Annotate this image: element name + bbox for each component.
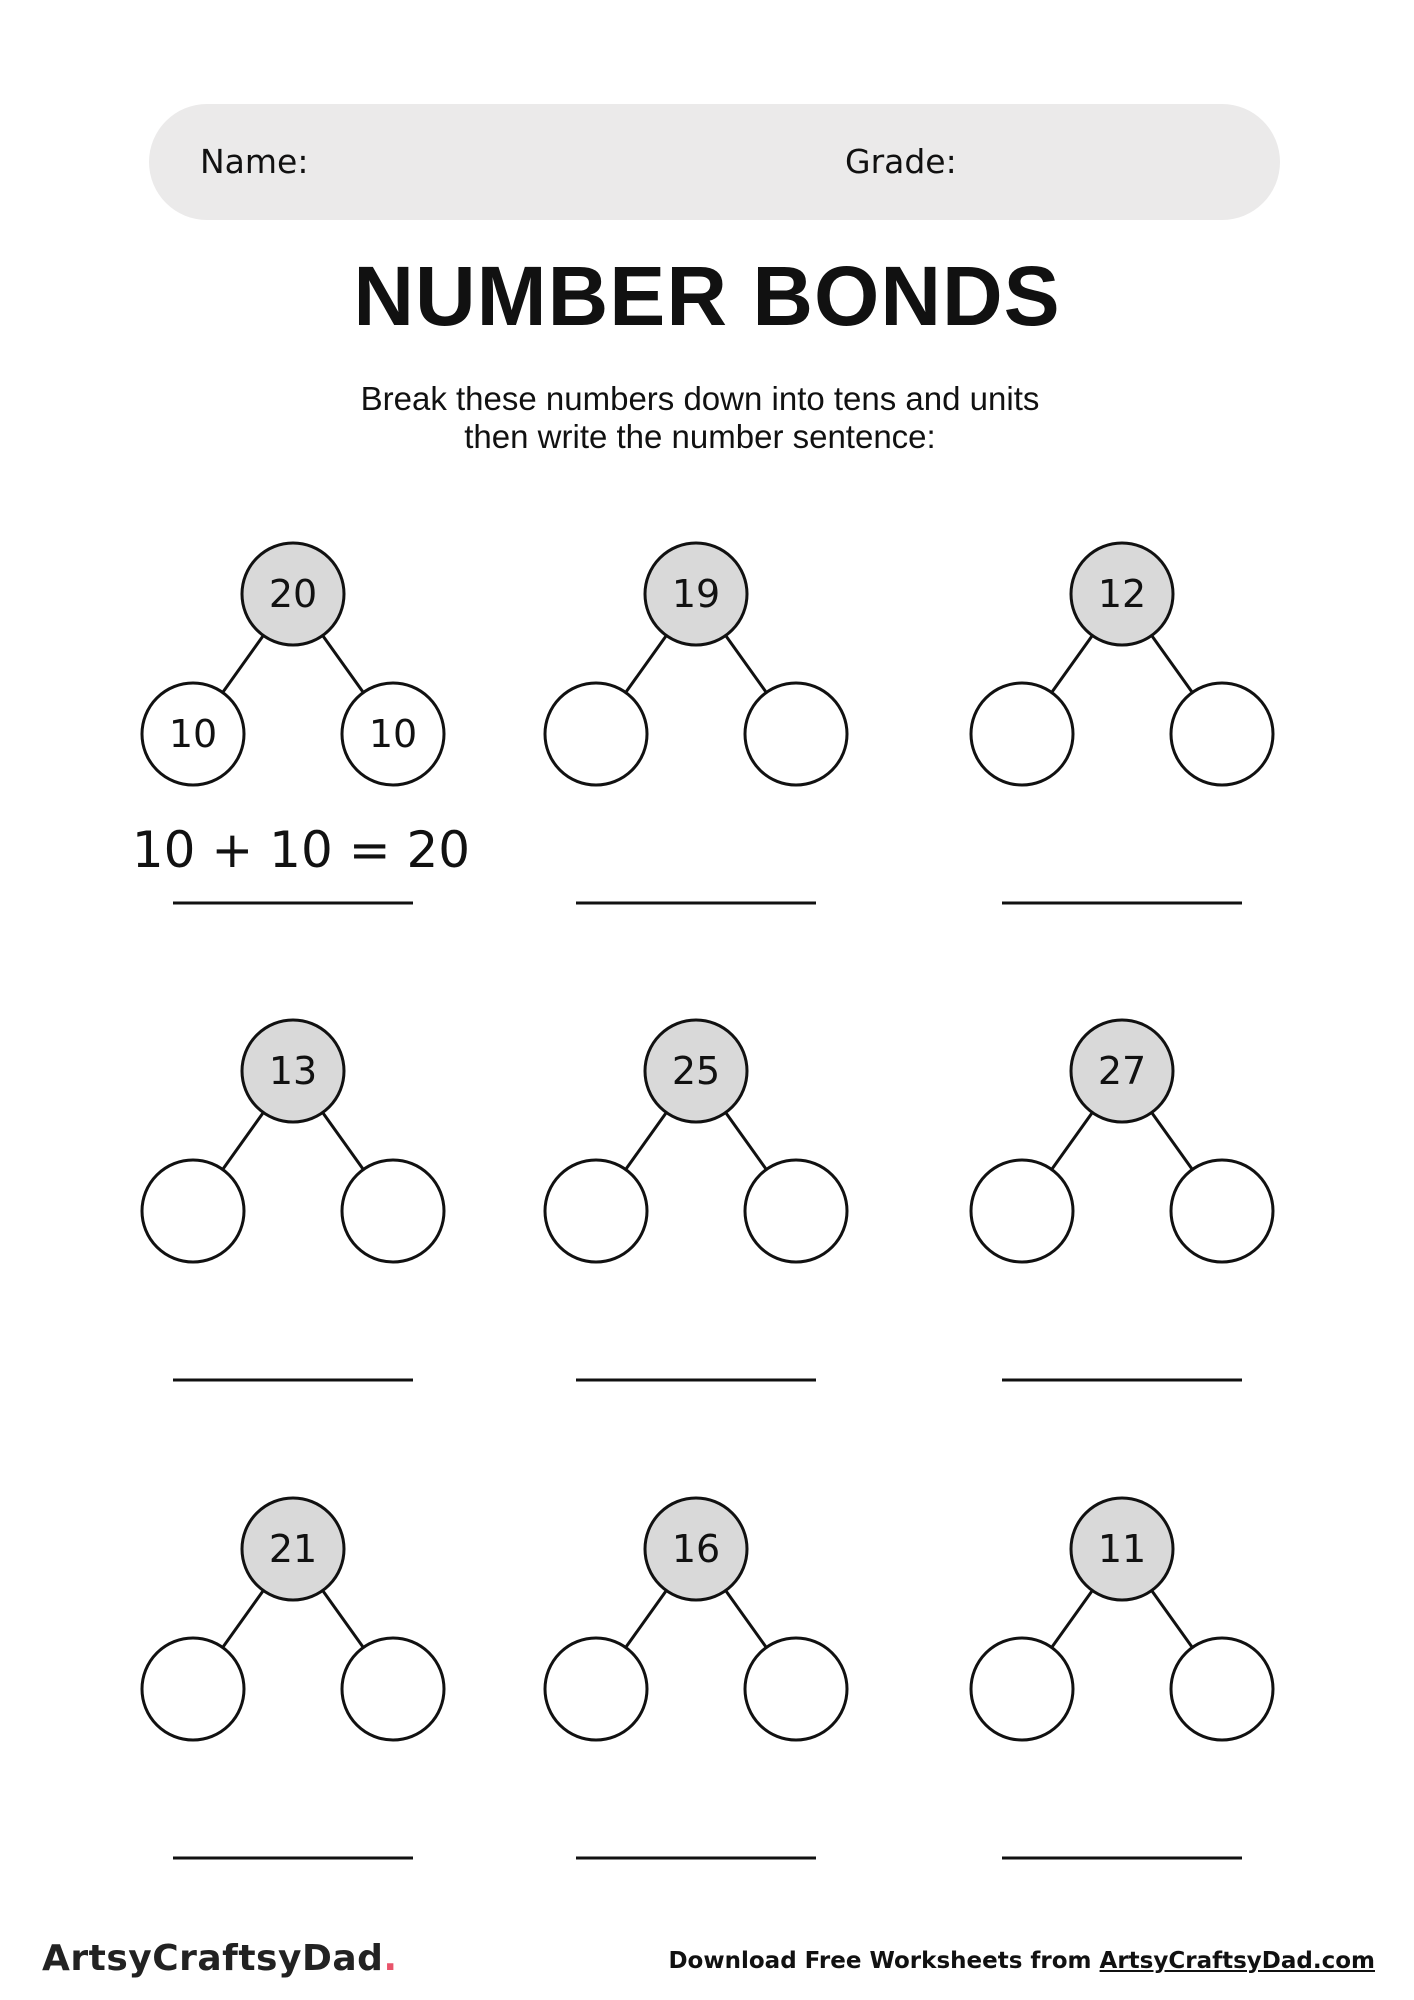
part-circle-left — [971, 1638, 1073, 1740]
footer-download — [668, 1948, 1375, 1974]
whole-number: 11 — [1097, 1527, 1147, 1571]
part-circle-right — [745, 1160, 847, 1262]
bond-connector — [223, 1591, 264, 1648]
part-circle-left — [971, 1160, 1073, 1262]
whole-number: 19 — [671, 572, 721, 616]
footer-download-text: Download Free Worksheets from — [668, 1948, 1100, 1974]
bond-connector — [1152, 636, 1193, 693]
bond-connector — [626, 1591, 667, 1648]
part-circle-right — [745, 683, 847, 785]
bond-connector — [223, 636, 264, 693]
bond-connector — [726, 1113, 767, 1170]
number-sentence: 10 + 10 = 20 — [131, 821, 471, 879]
footer-logo-text: ArtsyCraftsyDad — [42, 1938, 384, 1979]
instructions-line-1: Break these numbers down into tens and units — [360, 380, 1040, 417]
page-title: NUMBER BONDS — [353, 249, 1061, 343]
bond-connector — [1052, 636, 1093, 693]
bond-connector — [626, 636, 667, 693]
part-circle-right — [1171, 1160, 1273, 1262]
footer-logo — [42, 1938, 398, 1979]
part-circle-left — [545, 1638, 647, 1740]
part-circle-left — [971, 683, 1073, 785]
grade-label: Grade: — [845, 142, 957, 181]
part-circle-right — [1171, 683, 1273, 785]
bond-connector — [1052, 1113, 1093, 1170]
bond-connector — [223, 1113, 264, 1170]
whole-number: 20 — [268, 572, 318, 616]
part-number-right: 10 — [368, 712, 418, 756]
part-circle-right — [1171, 1638, 1273, 1740]
whole-number: 16 — [671, 1527, 721, 1571]
part-circle-left — [545, 1160, 647, 1262]
whole-number: 21 — [268, 1527, 318, 1571]
bond-connector — [1152, 1113, 1193, 1170]
part-circle-right — [342, 1160, 444, 1262]
whole-number: 13 — [268, 1049, 318, 1093]
bond-connector — [323, 636, 364, 693]
whole-number: 12 — [1097, 572, 1147, 616]
instructions-line-2: then write the number sentence: — [464, 418, 936, 455]
name-label: Name: — [200, 142, 309, 181]
bond-connector — [1152, 1591, 1193, 1648]
bond-connector — [1052, 1591, 1093, 1648]
part-circle-right — [342, 1638, 444, 1740]
part-number-left: 10 — [168, 712, 218, 756]
whole-number: 25 — [671, 1049, 721, 1093]
part-circle-left — [545, 683, 647, 785]
footer-logo-dot: . — [383, 1938, 398, 1979]
bond-connector — [323, 1591, 364, 1648]
part-circle-left — [142, 1160, 244, 1262]
footer-download-link[interactable]: ArtsyCraftsyDad.com — [1099, 1948, 1375, 1974]
whole-number: 27 — [1097, 1049, 1147, 1093]
bond-connector — [626, 1113, 667, 1170]
part-circle-right — [745, 1638, 847, 1740]
bond-connector — [726, 1591, 767, 1648]
part-circle-left — [142, 1638, 244, 1740]
bond-connector — [323, 1113, 364, 1170]
bond-connector — [726, 636, 767, 693]
